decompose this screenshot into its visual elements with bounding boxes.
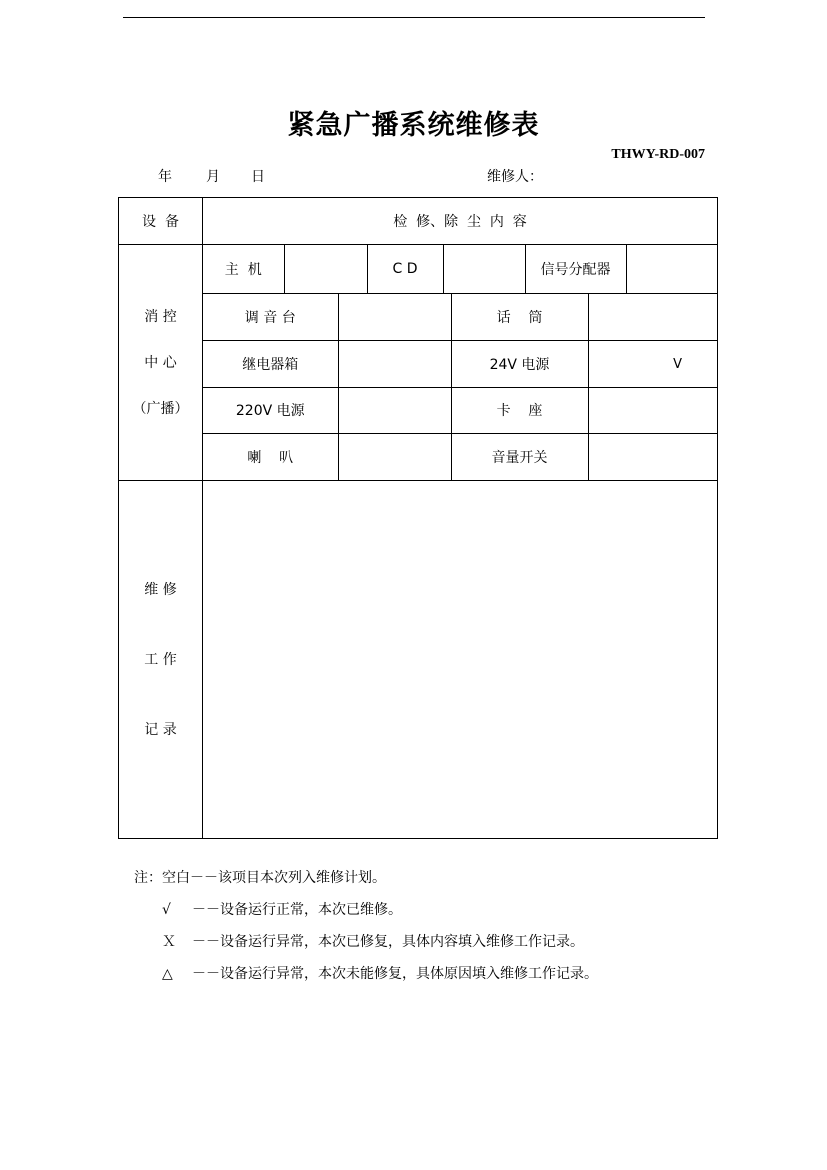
item-card-deck-label: 卡 座 (451, 387, 588, 433)
note-item (134, 894, 598, 926)
note-item (134, 958, 598, 990)
table-header-row (119, 198, 718, 245)
item-relay-box-value[interactable] (338, 340, 451, 387)
form-code: THWY-RD-007 (611, 147, 705, 162)
checkmark-symbol: √ (162, 902, 171, 918)
header-rule (123, 17, 705, 18)
item-host-value[interactable] (284, 245, 367, 293)
item-mixer-value[interactable] (338, 294, 451, 340)
header-content: 检 修、除 尘 内 容 (203, 198, 718, 245)
note-intro: 注：空白－－该项目本次列入维修计划。 (134, 870, 386, 886)
record-label-line3: 记 录 (144, 721, 177, 738)
section-label-line1: 消 控 (144, 308, 177, 325)
table-row (203, 433, 718, 480)
item-microphone-value[interactable] (588, 294, 718, 340)
item-speaker-value[interactable] (338, 433, 451, 480)
section-label (119, 245, 203, 481)
table-row (203, 387, 718, 433)
repair-record-section (119, 481, 718, 839)
item-volume-switch-value[interactable] (588, 433, 718, 480)
section-label-line2: 中 心 (144, 354, 177, 371)
table-row (203, 294, 718, 340)
date-month-label: 月 (206, 169, 220, 185)
cross-symbol: Ｘ (162, 934, 176, 950)
triangle-symbol: △ (162, 966, 173, 982)
section-label-line3: （广播） (132, 400, 189, 417)
note-text: －－设备运行异常，本次已修复，具体内容填入维修工作记录。 (192, 934, 584, 950)
section-grid (203, 245, 718, 481)
item-splitter-value[interactable] (626, 245, 718, 293)
item-splitter-label: 信号分配器 (525, 245, 626, 293)
page-title: 紧急广播系统维修表 (287, 110, 540, 141)
item-relay-box-label: 继电器箱 (203, 340, 338, 387)
date-day-label: 日 (251, 169, 265, 185)
maintenance-table (118, 197, 718, 839)
item-24v-power-label: 24V 电源 (451, 340, 588, 387)
record-label (119, 481, 203, 839)
note-item (134, 926, 598, 958)
item-volume-switch-label: 音量开关 (451, 433, 588, 480)
item-mixer-label: 调 音 台 (203, 294, 338, 340)
control-center-section (119, 245, 718, 481)
date-year-label: 年 (158, 169, 172, 185)
item-microphone-label: 话 筒 (451, 294, 588, 340)
note-text: －－设备运行正常，本次已维修。 (192, 902, 402, 918)
record-content[interactable] (203, 481, 718, 839)
header-device: 设 备 (119, 198, 203, 245)
item-220v-power-value[interactable] (338, 387, 451, 433)
item-cd-label: C D (367, 245, 443, 293)
item-speaker-label: 喇 叭 (203, 433, 338, 480)
legend-notes (134, 862, 598, 990)
record-label-line2: 工 作 (144, 651, 177, 668)
item-220v-power-label: 220V 电源 (203, 387, 338, 433)
check-mark: V (673, 356, 682, 372)
item-card-deck-value[interactable] (588, 387, 718, 433)
item-cd-value[interactable] (443, 245, 525, 293)
table-row (203, 245, 717, 294)
record-label-line1: 维 修 (144, 581, 177, 598)
note-text: －－设备运行异常，本次未能修复，具体原因填入维修工作记录。 (192, 966, 598, 982)
repairer-label: 维修人： (487, 169, 543, 185)
item-24v-power-value[interactable] (588, 340, 718, 387)
item-host-label: 主 机 (203, 245, 284, 293)
table-row (203, 340, 718, 387)
